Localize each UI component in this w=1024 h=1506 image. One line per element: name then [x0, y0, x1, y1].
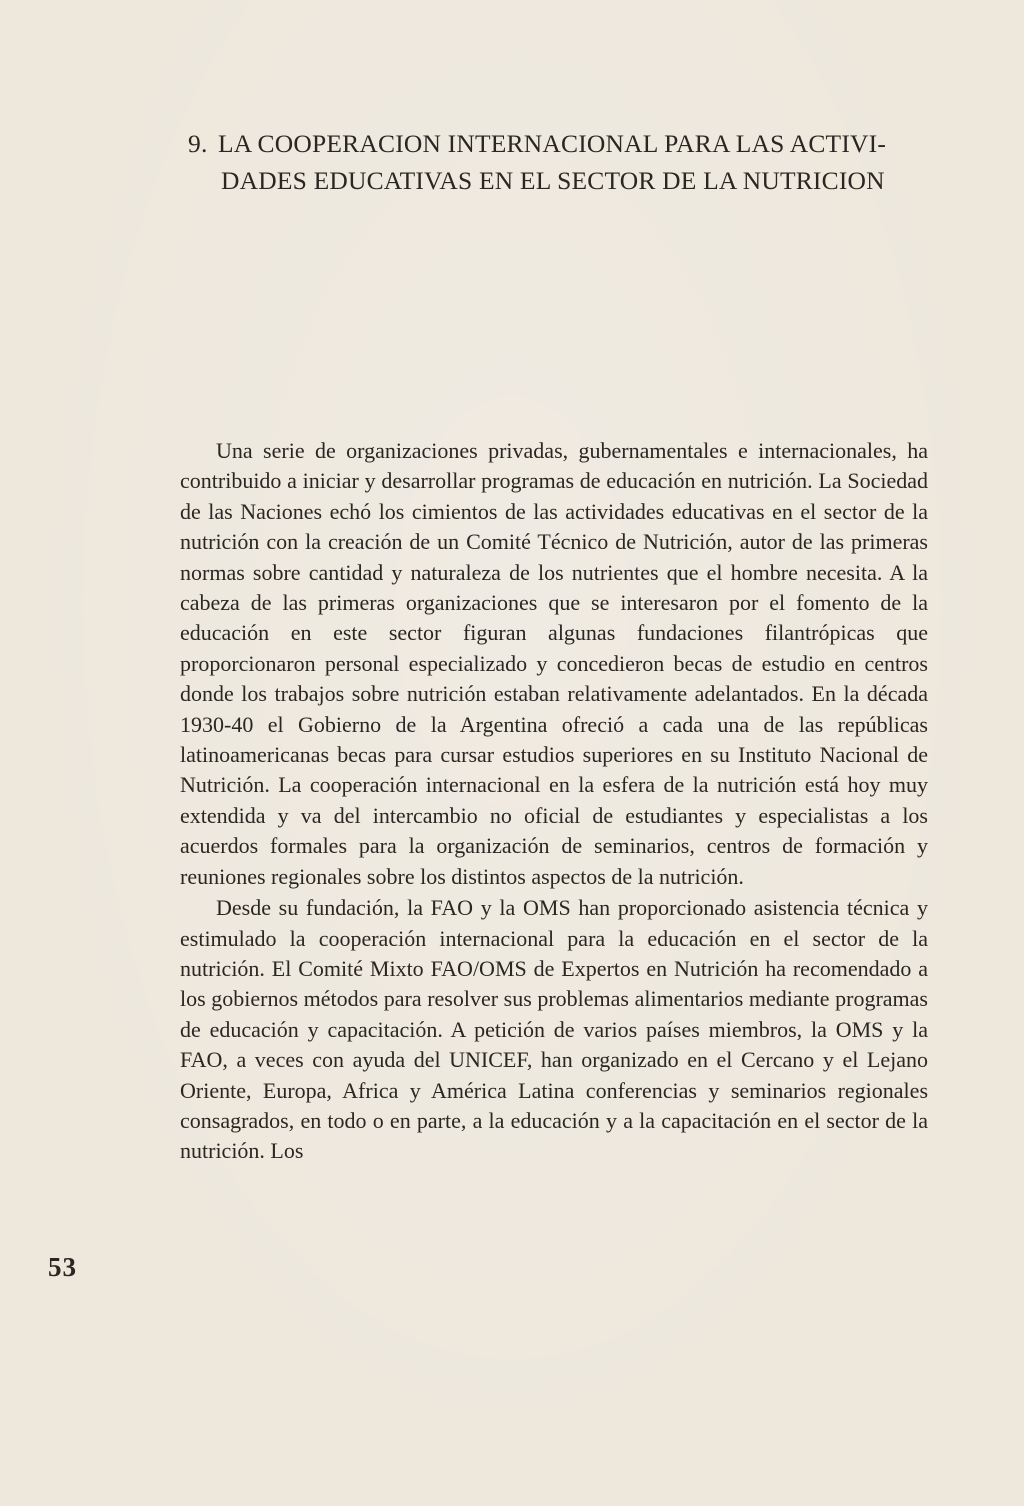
- body-text: [180, 436, 928, 1167]
- paragraph-1: Una serie de organizaciones privadas, gubernamentales e internacionales, ha contribuido a iniciar y desarrollar programas de educación en nutrición. La Sociedad de las Naciones echó los cimientos de las actividades educativas en el sector de la nutrición con la creación de un Comité Técnico de Nutrición, autor de las primeras normas sobre cantidad y naturaleza de los nutrientes que el hombre necesita. A la cabeza de las primeras organizaciones que se interesaron por el fomento de la educación en este sector figuran algunas fundaciones filantrópicas que proporcionaron personal especializado y concedieron becas de estudio en centros donde los trabajos sobre nutrición estaban relativamente adelantados. En la década 1930-40 el Gobierno de la Argentina ofreció a cada una de las repúblicas latinoamericanas becas para cursar estudios superiores en su Instituto Nacional de Nutrición. La cooperación internacional en la esfera de la nutrición está hoy muy extendida y va del intercambio no oficial de estudiantes y especialistas a los acuerdos formales para la organización de seminarios, centros de formación y reuniones regionales sobre los distintos aspectos de la nutrición.: [180, 438, 928, 889]
- section-number: 9.: [188, 129, 208, 158]
- section-title-line-1: LA COOPERACION INTERNACIONAL PARA LAS ACTIVI-: [218, 129, 887, 158]
- paragraph-2: Desde su fundación, la FAO y la OMS han proporcionado asistencia técnica y estimulado la cooperación internacional para la educación en el sector de la nutrición. El Comité Mixto FAO/OMS de Expertos en Nutrición ha recomendado a los gobiernos métodos para resolver sus problemas alimentarios mediante programas de educación y capacitación. A petición de varios países miembros, la OMS y la FAO, a veces con ayuda del UNICEF, han organizado en el Cercano y el Lejano Oriente, Europa, Africa y América Latina conferencias y seminarios regionales consagrados, en todo o en parte, a la educación y a la capacitación en el sector de la nutrición. Los: [180, 895, 928, 1164]
- section-heading: [188, 125, 948, 199]
- section-title-line-2: DADES EDUCATIVAS EN EL SECTOR DE LA NUTRICION: [221, 166, 885, 195]
- page-number: 53: [48, 1252, 77, 1282]
